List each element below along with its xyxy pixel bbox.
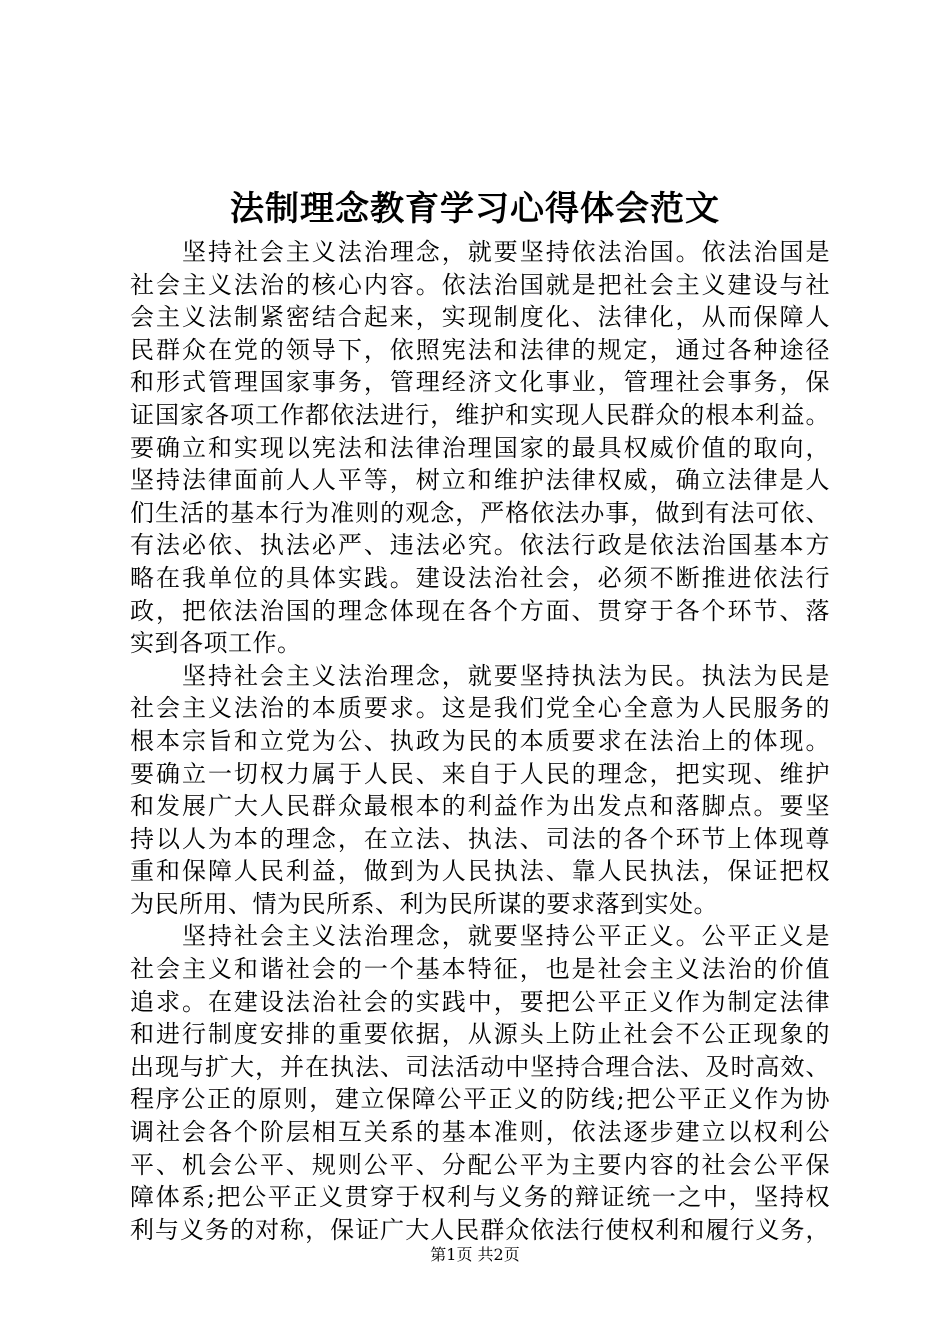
paragraph-line: 和发展广大人民群众最根本的利益作为出发点和落脚点。要坚 (130, 792, 830, 821)
paragraph-line: 社会主义和谐社会的一个基本特征，也是社会主义法治的价值 (130, 955, 830, 984)
document-body (130, 236, 830, 1246)
paragraph-line: 社会主义法治的核心内容。依法治国就是把社会主义建设与社 (130, 270, 830, 299)
paragraph-line: 和形式管理国家事务，管理经济文化事业，管理社会事务，保 (130, 368, 830, 397)
paragraph-line: 出现与扩大，并在执法、司法活动中坚持合理合法、及时高效、 (130, 1052, 830, 1081)
paragraph-line: 有法必依、执法必严、违法必究。依法行政是依法治国基本方 (130, 531, 830, 560)
paragraph-line: 政，把依法治国的理念体现在各个方面、贯穿于各个环节、落 (130, 596, 830, 625)
paragraph-line: 证国家各项工作都依法进行，维护和实现人民群众的根本利益。 (130, 400, 830, 429)
paragraph-line: 持以人为本的理念，在立法、执法、司法的各个环节上体现尊 (130, 824, 830, 853)
paragraph (130, 920, 830, 1246)
paragraph-line: 会主义法制紧密结合起来，实现制度化、法律化，从而保障人 (130, 303, 830, 332)
paragraph-line: 平、机会公平、规则公平、分配公平为主要内容的社会公平保 (130, 1150, 830, 1179)
paragraph-line: 坚持社会主义法治理念，就要坚持公平正义。公平正义是 (182, 922, 830, 951)
paragraph-line: 利与义务的对称，保证广大人民群众依法行使权利和履行义务， (130, 1215, 830, 1244)
paragraph-line: 和进行制度安排的重要依据，从源头上防止社会不公正现象的 (130, 1020, 830, 1049)
paragraph-line: 要确立和实现以宪法和法律治理国家的最具权威价值的取向， (130, 433, 830, 462)
paragraph-line: 障体系;把公平正义贯穿于权利与义务的辩证统一之中，坚持权 (130, 1183, 830, 1212)
paragraph-line: 要确立一切权力属于人民、来自于人民的理念，把实现、维护 (130, 759, 830, 788)
paragraph-line: 追求。在建设法治社会的实践中，要把公平正义作为制定法律 (130, 987, 830, 1016)
paragraph-line: 坚持社会主义法治理念，就要坚持执法为民。执法为民是 (182, 661, 830, 690)
paragraph-line: 程序公正的原则，建立保障公平正义的防线;把公平正义作为协 (130, 1085, 830, 1114)
paragraph-line: 调社会各个阶层相互关系的基本准则，依法逐步建立以权利公 (130, 1118, 830, 1147)
page-title: 法制理念教育学习心得体会范文 (230, 189, 720, 229)
paragraph (130, 236, 830, 660)
paragraph-line: 根本宗旨和立党为公、执政为民的本质要求在法治上的体现。 (130, 726, 830, 755)
paragraph-line: 为民所用、情为民所系、利为民所谋的要求落到实处。 (130, 889, 718, 918)
paragraph-line: 重和保障人民利益，做到为人民执法、靠人民执法，保证把权 (130, 857, 830, 886)
paragraph-line: 坚持社会主义法治理念，就要坚持依法治国。依法治国是 (182, 238, 830, 266)
paragraph-line: 民群众在党的领导下，依照宪法和法律的规定，通过各种途径 (130, 335, 830, 364)
paragraph-line: 坚持法律面前人人平等，树立和维护法律权威，确立法律是人 (130, 466, 830, 495)
paragraph-line: 略在我单位的具体实践。建设法治社会，必须不断推进依法行 (130, 563, 830, 592)
paragraph-line: 实到各项工作。 (130, 629, 302, 658)
paragraph-line: 们生活的基本行为准则的观念，严格依法办事，做到有法可依、 (130, 498, 830, 527)
page-footer: 第1页 共2页 (430, 1245, 520, 1264)
paragraph (130, 660, 830, 921)
paragraph-line: 社会主义法治的本质要求。这是我们党全心全意为人民服务的 (130, 694, 830, 723)
